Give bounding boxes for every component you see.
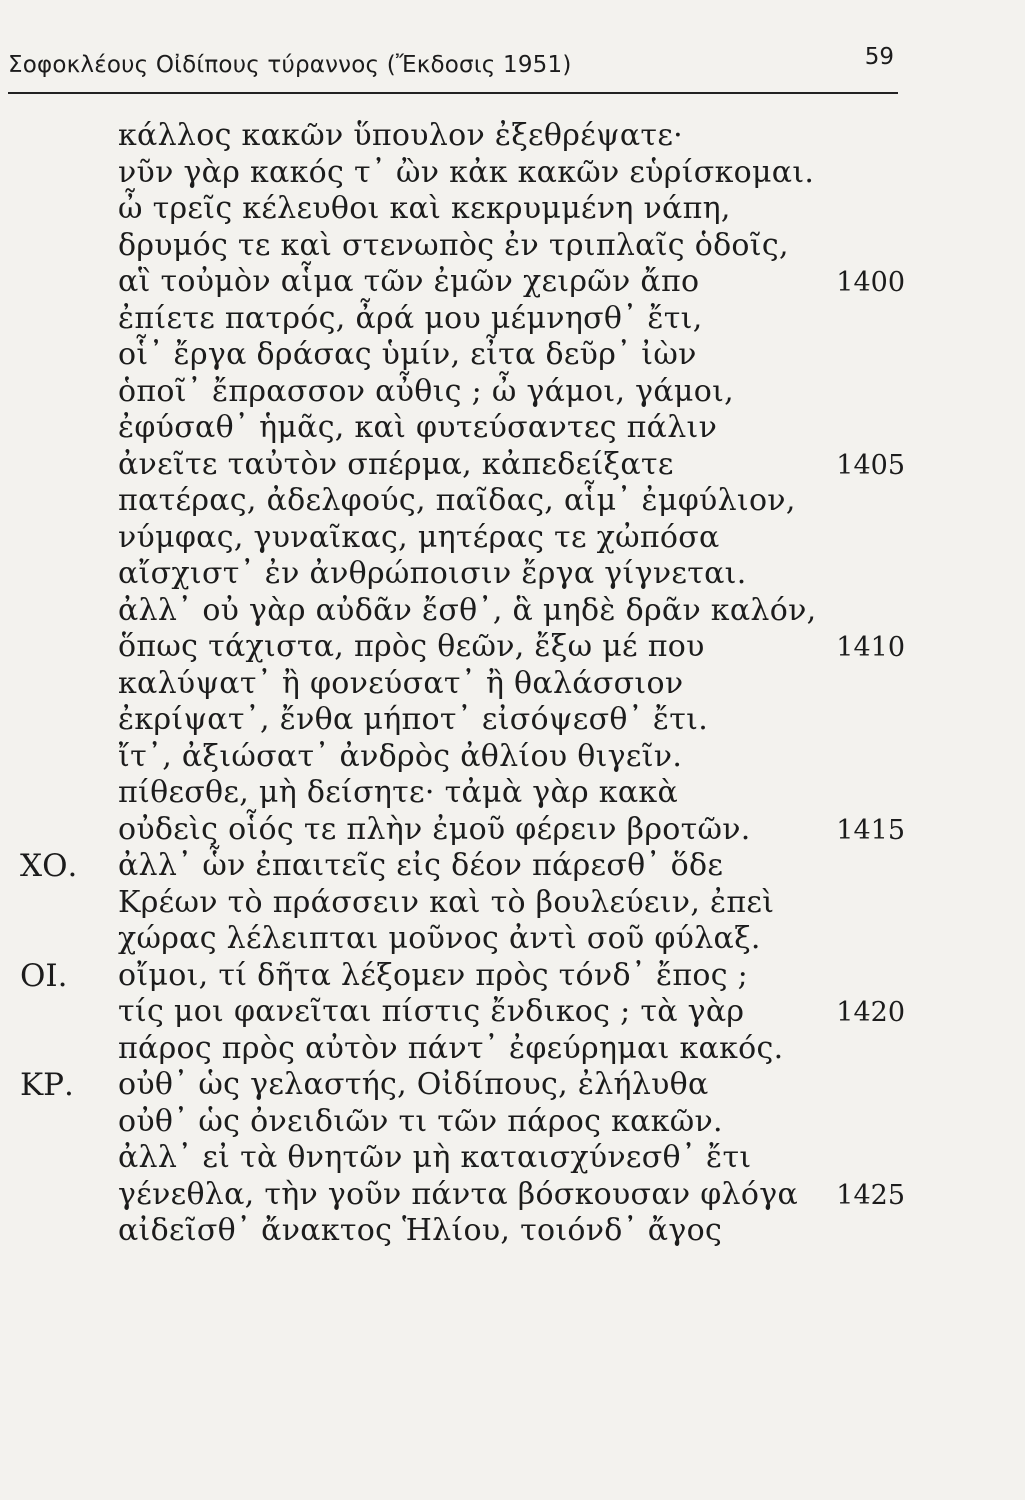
line-number: 1405: [836, 449, 905, 481]
verse-line: [0, 812, 1025, 849]
verse-line: [0, 520, 1025, 557]
verse-text: τίς μοι φανεῖται πίστις ἔνδικος ; τὰ γὰρ: [118, 994, 745, 1029]
verse-line: [0, 702, 1025, 739]
verse-line: [0, 958, 1025, 995]
verse-text: ἐφύσαθ᾽ ἡμᾶς, καὶ φυτεύσαντες πάλιν: [118, 410, 718, 445]
verse-line: [0, 921, 1025, 958]
verse-text: νύμφας, γυναῖκας, μητέρας τε χὠπόσα: [118, 519, 720, 555]
verse-text: οὐθ᾽ ὡς ὀνειδιῶν τι τῶν πάρος κακῶν.: [118, 1103, 723, 1139]
running-title: Σοφοκλέους Οἰδίπους τύραννος (Ἔκδοσις 1951): [8, 52, 572, 78]
verse-line: [0, 447, 1025, 484]
line-number: 1400: [836, 267, 905, 298]
verse-line: [0, 1140, 1025, 1177]
verse-line: [0, 1104, 1025, 1141]
verse-text: ὅπως τάχιστα, πρὸς θεῶν, ἔξω μέ που: [118, 629, 705, 664]
verse-text: πίθεσθε, μὴ δείσητε· τἀμὰ γὰρ κακὰ: [118, 775, 678, 810]
verse-text: ἀλλ᾽ εἰ τὰ θνητῶν μὴ καταισχύνεσθ᾽ ἔτι: [118, 1140, 752, 1175]
verse-text: ἐπίετε πατρός, ἆρά μου μέμνησθ᾽ ἔτι,: [118, 300, 703, 336]
verse-line: [0, 337, 1025, 374]
verse-line: [0, 885, 1025, 922]
verse-line: [0, 155, 1025, 192]
verse-text: ἀλλ᾽ ὧν ἐπαιτεῖς εἰς δέον πάρεσθ᾽ ὅδε: [118, 848, 724, 883]
verse-line: [0, 739, 1025, 776]
verse-text: οὐθ᾽ ὡς γελαστής, Οἰδίπους, ἐλήλυθα: [118, 1067, 709, 1102]
verse-text: οἴμοι, τί δῆτα λέξομεν πρὸς τόνδ᾽ ἔπος ;: [118, 957, 749, 993]
verse-line: [0, 593, 1025, 630]
verse-text: πάρος πρὸς αὐτὸν πάντ᾽ ἐφεύρημαι κακός.: [118, 1030, 784, 1066]
page-number: 59: [864, 44, 894, 70]
line-number: 1415: [836, 814, 905, 846]
verse-line: [0, 264, 1025, 301]
verse-text: ἀλλ᾽ οὐ γὰρ αὐδᾶν ἔσθ᾽, ἃ μηδὲ δρᾶν καλόν,: [118, 592, 817, 628]
verse-text: ἐκρίψατ᾽, ἔνθα μήποτ᾽ εἰσόψεσθ᾽ ἔτι.: [118, 702, 709, 737]
verse-line: [0, 374, 1025, 411]
verse-text: ὁποῖ᾽ ἔπρασσον αὖθις ; ὦ γάμοι, γάμοι,: [118, 373, 734, 409]
verse-text: αἴσχιστ᾽ ἐν ἀνθρώποισιν ἔργα γίγνεται.: [118, 556, 747, 591]
line-number: 1425: [836, 1179, 905, 1211]
verse-line: [0, 556, 1025, 593]
line-number: 1410: [836, 632, 905, 663]
verse-text: χώρας λέλειπται μοῦνος ἀντὶ σοῦ φύλαξ.: [118, 921, 761, 956]
verse-line: [0, 994, 1025, 1031]
verse-line: [0, 848, 1025, 885]
speaker-label: ΚΡ.: [20, 1067, 74, 1103]
verse-text: ἀνεῖτε ταὐτὸν σπέρμα, κἀπεδείξατε: [118, 446, 674, 482]
verse-text: κάλλος κακῶν ὕπουλον ἐξεθρέψατε·: [118, 118, 683, 153]
verse-line: [0, 1031, 1025, 1068]
verse-line: [0, 301, 1025, 338]
verse-text: οἷ᾽ ἔργα δράσας ὑμίν, εἶτα δεῦρ᾽ ἰὼν: [118, 337, 697, 372]
verse-line: [0, 1213, 1025, 1250]
verse-block: [0, 118, 1025, 1250]
verse-line: [0, 483, 1025, 520]
verse-line: [0, 775, 1025, 812]
verse-line: [0, 410, 1025, 447]
verse-line: [0, 666, 1025, 703]
verse-line: [0, 1177, 1025, 1214]
verse-text: ἴτ᾽, ἀξιώσατ᾽ ἀνδρὸς ἀθλίου θιγεῖν.: [118, 738, 683, 774]
verse-line: [0, 629, 1025, 666]
verse-text: δρυμός τε καὶ στενωπὸς ἐν τριπλαῖς ὁδοῖς,: [118, 227, 789, 263]
verse-text: νῦν γὰρ κακός τ᾽ ὢν κἀκ κακῶν εὑρίσκομαι.: [118, 154, 815, 190]
verse-text: καλύψατ᾽ ἢ φονεύσατ᾽ ἢ θαλάσσιον: [118, 665, 684, 701]
verse-text: αἳ τοὐμὸν αἷμα τῶν ἐμῶν χειρῶν ἄπο: [118, 264, 700, 299]
speaker-label: ΧΟ.: [20, 848, 78, 884]
speaker-label: ΟΙ.: [20, 957, 68, 994]
verse-text: Κρέων τὸ πράσσειν καὶ τὸ βουλεύειν, ἐπεὶ: [118, 884, 775, 920]
verse-line: [0, 228, 1025, 265]
verse-line: [0, 118, 1025, 155]
verse-text: ὦ τρεῖς κέλευθοι καὶ κεκρυμμένη νάπη,: [118, 191, 731, 226]
running-head: [8, 44, 898, 94]
verse-text: πατέρας, ἀδελφούς, παῖδας, αἷμ᾽ ἐμφύλιον,: [118, 483, 796, 518]
line-number: 1420: [836, 997, 905, 1028]
verse-text: αἰδεῖσθ᾽ ἄνακτος Ἡλίου, τοιόνδ᾽ ἄγος: [118, 1213, 723, 1248]
verse-line: [0, 191, 1025, 228]
verse-text: γένεθλα, τὴν γοῦν πάντα βόσκουσαν φλόγα: [118, 1176, 799, 1212]
verse-text: οὐδεὶς οἷός τε πλὴν ἐμοῦ φέρειν βροτῶν.: [118, 811, 751, 847]
verse-line: [0, 1067, 1025, 1104]
